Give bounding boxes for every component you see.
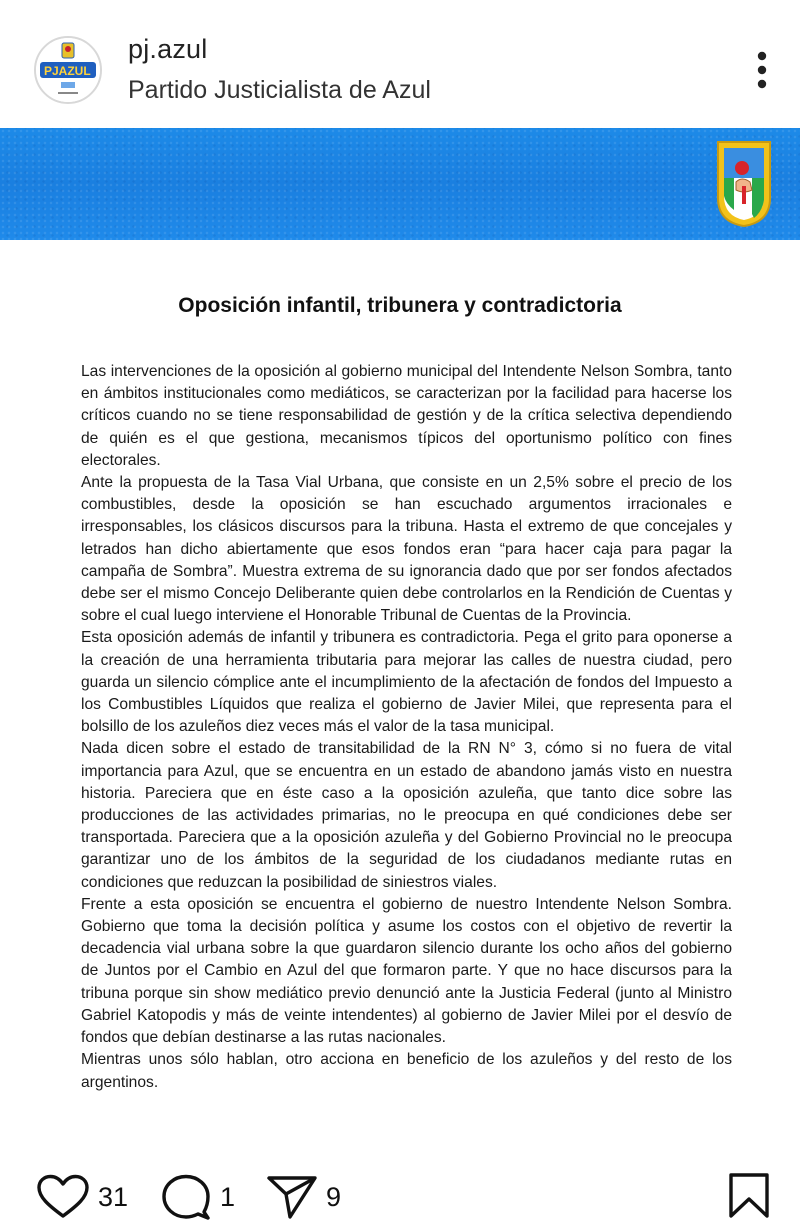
more-vertical-icon	[745, 48, 779, 94]
article-paragraph: Frente a esta oposición se encuentra el gobierno de nuestro Intendente Nelson Sombra. Gobierno que toma la decisión política y asume los costos con el objetivo de revertir la decadencia vial urbana sobre la que guardaron silencio durante los ocho años del gobierno de Juntos por el Cambio en Azul del que formaron parte. Y que no hace discursos para la tribuna porque sin show mediático previo denunció ante la Justicia Federal (junto al Ministro Gabriel Katopodis y más de veinte intendentes) al gobierno de Javier Milei por el desvío de fondos que debían destinarse a las rutas nacionales.	[81, 895, 732, 1047]
comment-button[interactable]	[160, 1174, 235, 1220]
pj-azul-logo-icon	[36, 38, 100, 102]
comment-count: 1	[220, 1181, 236, 1212]
post-header	[0, 0, 800, 128]
article-body	[81, 361, 732, 1094]
post-banner	[0, 128, 800, 240]
save-button[interactable]	[726, 1172, 772, 1218]
avatar[interactable]	[34, 36, 102, 104]
article-paragraph: Ante la propuesta de la Tasa Vial Urbana, que consiste en un 2,5% sobre el precio de los combustibles, desde la oposición se han escuchado argumentos irracionales e irresponsables, los clásicos discursos para la tribuna. Hasta el extremo de que concejales y letrados han dicho abiertamente que esos fondos eran “para hacer caja para pagar la campaña de Sombra”. Muestra extrema de su ignorancia dado que por ser fondos afectados debe ser el mismo Concejo Deliberante quien debe controlarlos en la Rendición de Cuentas y sobre el cual luego interviene el Honorable Tribunal de Cuentas de la Provincia.	[81, 474, 732, 625]
bookmark-icon	[726, 1172, 772, 1218]
article-paragraph: Mientras unos sólo hablan, otro acciona en beneficio de los azuleños y del resto de los argentinos.	[81, 1051, 732, 1091]
heart-icon	[36, 1174, 90, 1220]
article-title: Oposición infantil, tribunera y contradictoria	[178, 294, 622, 317]
banner-texture	[0, 128, 800, 240]
avatar-text: PJAZUL	[44, 64, 91, 78]
pj-shield-logo-icon	[712, 138, 776, 228]
article-paragraph: Esta oposición además de infantil y tribunera es contradictoria. Pega el grito para oponerse a la creación de una herramienta tributaria para mejorar las calles de nuestra ciudad, pero guarda un silencio cómplice ante el incumplimiento de la afectación de fondos del Impuesto a los Combustibles Líquidos que realiza el gobierno de Javier Milei, que representa para el bolsillo de los azuleños diez veces más el valor de la tasa municipal.	[81, 629, 732, 736]
article-paragraph: Nada dicen sobre el estado de transitabilidad de la RN N° 3, cómo si no fuera de vital importancia para Azul, que se encuentra en un estado de abandono jamás visto en nuestra historia. Pareciera que en éste caso a la oposición azuleña, que tanto dice sobre las producciones de las actividades primarias, no le preocupa en qué condiciones debe ser transportada. Pareciera que a la oposición azuleña y del Gobierno Provincial no le preocupa garantizar uno de los ámbitos de la seguridad de los ciudadanos mediante rutas en condiciones que reduzcan la posibilidad de siniestros viales.	[81, 740, 732, 891]
post-action-bar	[0, 1160, 800, 1216]
article-paragraph: Las intervenciones de la oposición al gobierno municipal del Intendente Nelson Sombra, tanto en ámbitos institucionales como mediáticos, se caracterizan por la facilidad para hacerse los críticos cuando no se tiene responsabilidad de gestión y de la crítica selectiva dependiendo de quién es el que gestiona, mecanismos típicos del oportunismo político con fines electorales.	[81, 363, 732, 469]
article-image	[0, 240, 800, 1160]
account-subtitle: Partido Justicialista de Azul	[128, 76, 431, 104]
account-name[interactable]: pj.azul	[128, 34, 208, 64]
more-options-button[interactable]	[745, 48, 779, 94]
like-count: 31	[98, 1181, 129, 1212]
comment-icon	[160, 1174, 212, 1220]
share-button[interactable]	[266, 1174, 341, 1220]
like-button[interactable]	[36, 1174, 128, 1220]
share-count: 9	[326, 1181, 342, 1212]
send-icon	[266, 1174, 318, 1220]
